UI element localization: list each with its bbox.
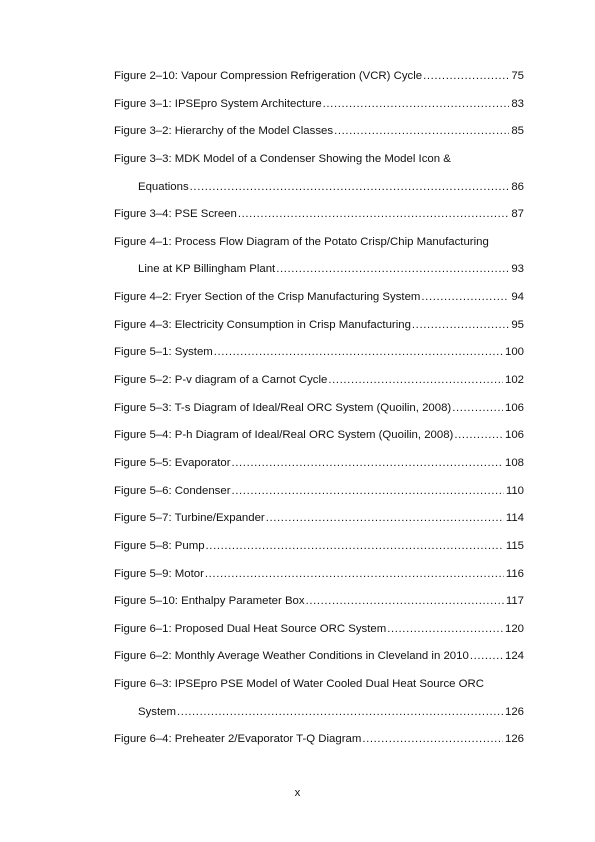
toc-entry[interactable]	[114, 374, 524, 387]
entry-title: Figure 6–2: Monthly Average Weather Conditions in Cleveland in 2010	[114, 650, 469, 663]
toc-entry[interactable]	[114, 429, 524, 442]
entry-page: 95	[511, 318, 524, 331]
dot-leader	[328, 374, 503, 387]
dot-leader	[423, 70, 509, 83]
entry-page: 114	[505, 512, 524, 525]
entry-title: Figure 6–3: IPSEpro PSE Model of Water Cooled Dual Heat Source ORC	[114, 678, 484, 691]
toc-entry[interactable]	[114, 540, 524, 553]
toc-entry[interactable]	[114, 346, 524, 359]
dot-leader	[266, 512, 504, 525]
entry-page: 110	[505, 484, 524, 497]
entry-page: 100	[504, 346, 524, 359]
dot-leader	[387, 623, 503, 636]
toc-entry[interactable]	[114, 595, 524, 608]
toc-entry[interactable]	[114, 485, 524, 498]
entry-page: 117	[505, 595, 524, 608]
entry-page: 106	[504, 401, 524, 414]
entry-page: 108	[504, 456, 524, 469]
entry-page: 124	[504, 650, 524, 663]
toc-entry[interactable]	[114, 402, 524, 415]
dot-leader	[206, 540, 504, 553]
toc-entry[interactable]	[114, 70, 524, 83]
entry-page: 126	[504, 733, 524, 746]
entry-title: Figure 5–1: System	[114, 346, 213, 359]
entry-title: Figure 3–2: Hierarchy of the Model Classes	[114, 125, 334, 138]
toc-entry[interactable]	[114, 623, 524, 636]
entry-page: 102	[504, 374, 524, 387]
entry-title: Figure 3–3: MDK Model of a Condenser Showing the Model Icon &	[114, 152, 451, 165]
entry-title: Figure 5–8: Pump	[114, 539, 205, 552]
entry-title: Figure 5–6: Condenser	[114, 484, 231, 497]
entry-title: Figure 4–3: Electricity Consumption in Crisp Manufacturing	[114, 318, 411, 331]
dot-leader	[238, 208, 509, 221]
dot-leader	[421, 291, 509, 304]
dot-leader	[362, 733, 503, 746]
toc-entry[interactable]	[114, 457, 524, 470]
entry-page: 116	[505, 567, 524, 580]
entry-page: 93	[511, 263, 524, 276]
toc-entry[interactable]	[114, 650, 524, 663]
toc-entry[interactable]	[114, 733, 524, 746]
entry-title: Figure 5–5: Evaporator	[114, 456, 231, 469]
entry-title: Figure 3–1: IPSEpro System Architecture	[114, 97, 322, 110]
entry-page: 85	[511, 125, 524, 138]
entry-page: 75	[511, 70, 524, 82]
entry-page: 106	[504, 429, 524, 442]
entry-title: Figure 5–10: Enthalpy Parameter Box	[114, 595, 305, 608]
entry-page: 120	[504, 622, 524, 635]
dot-leader	[334, 125, 509, 138]
dot-leader	[232, 457, 503, 470]
entry-title: Figure 5–9: Motor	[114, 567, 204, 580]
toc-entry[interactable]	[114, 568, 524, 581]
entry-title: Figure 5–2: P-v diagram of a Carnot Cycle	[114, 374, 328, 387]
dot-leader	[470, 650, 503, 663]
entry-title: Figure 5–3: T-s Diagram of Ideal/Real ORC System (Quoilin, 2008)	[114, 401, 452, 414]
dot-leader	[454, 429, 503, 442]
dot-leader	[190, 181, 510, 194]
page-number: x	[294, 787, 301, 799]
dot-leader	[412, 319, 509, 332]
list-of-figures	[114, 70, 524, 761]
toc-entry[interactable]	[114, 319, 524, 332]
entry-page: 126	[504, 705, 524, 718]
dot-leader	[177, 706, 503, 719]
entry-title-continued: Line at KP Billingham Plant	[138, 263, 276, 276]
dot-leader	[214, 346, 503, 359]
entry-title: Figure 6–4: Preheater 2/Evaporator T-Q Diagram	[114, 733, 362, 746]
dot-leader	[276, 263, 509, 276]
toc-entry[interactable]	[114, 125, 524, 138]
dot-leader	[323, 98, 510, 111]
dot-leader	[306, 595, 504, 608]
entry-page: 87	[511, 208, 524, 221]
entry-page: 94	[511, 291, 524, 304]
entry-page: 83	[511, 97, 524, 110]
toc-entry[interactable]	[114, 291, 524, 304]
dot-leader	[232, 485, 504, 498]
entry-title: Figure 2–10: Vapour Compression Refrigeration (VCR) Cycle	[114, 70, 423, 82]
toc-entry[interactable]	[114, 236, 524, 277]
toc-entry[interactable]	[114, 512, 524, 525]
entry-title: Figure 5–7: Turbine/Expander	[114, 512, 265, 525]
entry-title-continued: Equations	[138, 180, 189, 193]
entry-title: Figure 5–4: P-h Diagram of Ideal/Real ORC System (Quoilin, 2008)	[114, 429, 454, 442]
dot-leader	[205, 568, 504, 581]
dot-leader	[452, 402, 503, 415]
entry-title: Figure 3–4: PSE Screen	[114, 208, 237, 221]
entry-title: Figure 4–1: Process Flow Diagram of the Potato Crisp/Chip Manufacturing	[114, 235, 489, 248]
toc-entry[interactable]	[114, 678, 524, 719]
entry-title-continued: System	[138, 705, 176, 718]
entry-page: 115	[505, 539, 524, 552]
entry-page: 86	[511, 180, 524, 193]
toc-entry[interactable]	[114, 153, 524, 194]
toc-entry[interactable]	[114, 98, 524, 111]
entry-title: Figure 6–1: Proposed Dual Heat Source ORC System	[114, 622, 387, 635]
entry-title: Figure 4–2: Fryer Section of the Crisp Manufacturing System	[114, 291, 421, 304]
toc-entry[interactable]	[114, 208, 524, 221]
